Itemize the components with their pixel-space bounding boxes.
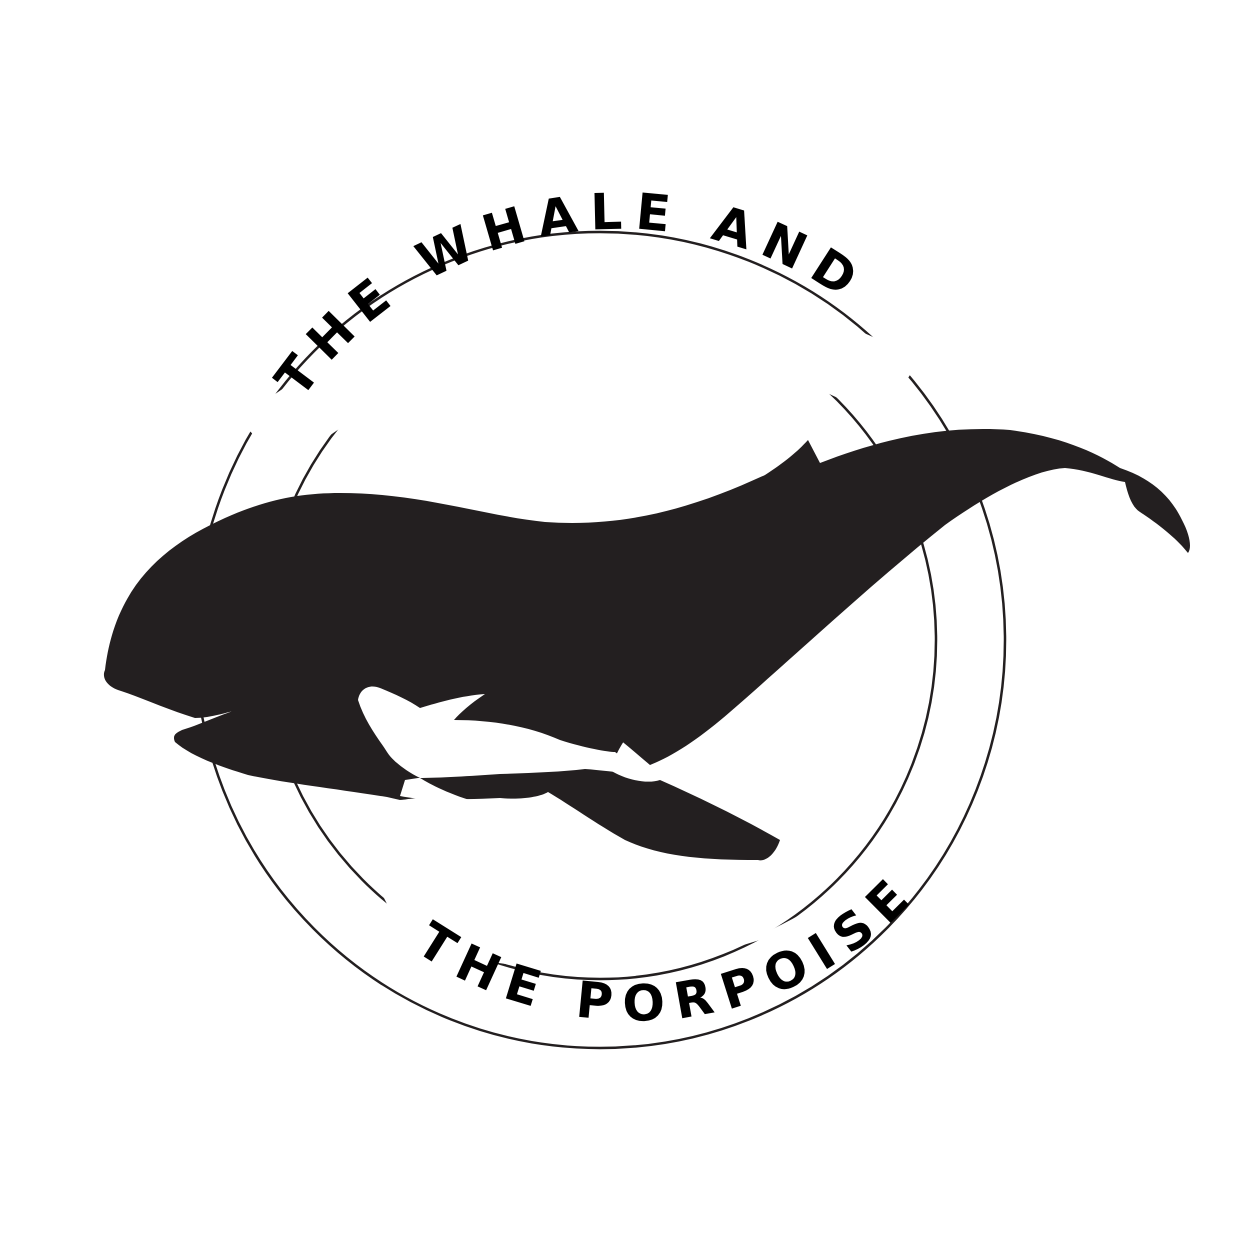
top-arc-text: THE WHALE AND [264, 182, 878, 408]
whale-silhouette [104, 429, 1190, 860]
bottom-arc-text: THE PORPOISE [406, 860, 929, 1034]
whale-body [104, 429, 1190, 860]
